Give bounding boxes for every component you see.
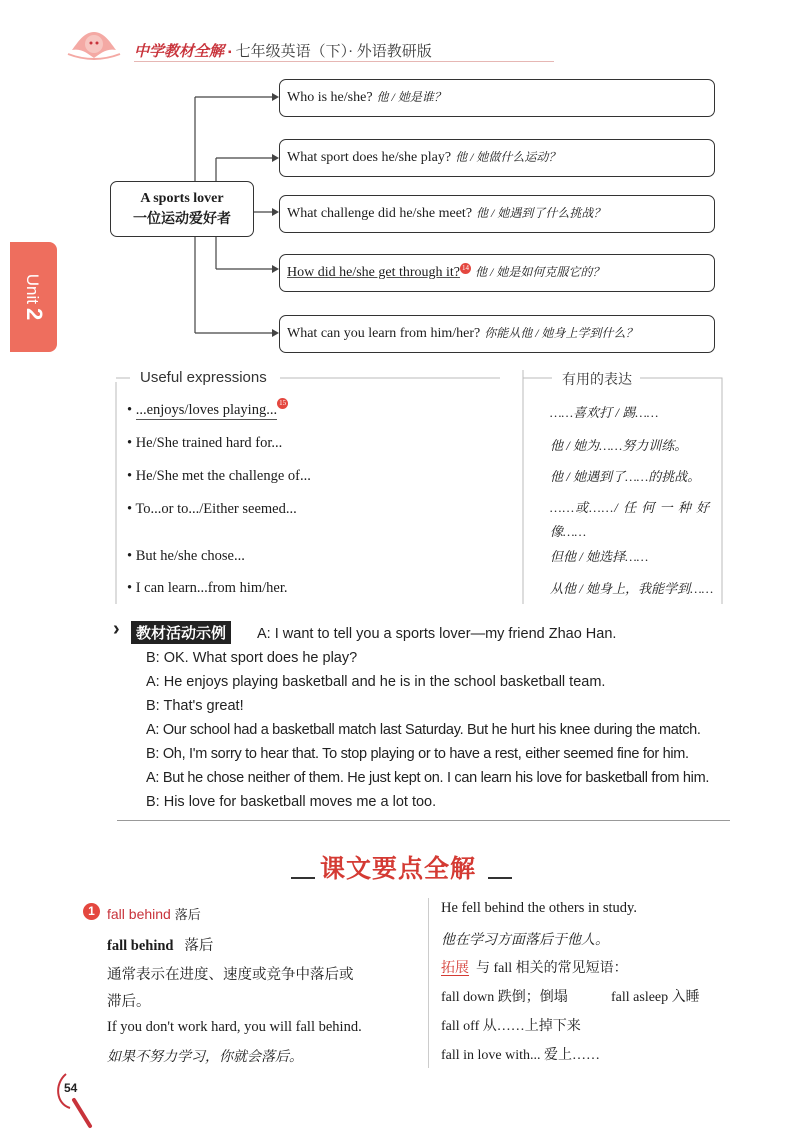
example-zh: 如果不努力学习，你就会落后。	[107, 1050, 303, 1065]
useful-item: • But he/she chose...	[127, 548, 245, 564]
mindmap-question	[279, 254, 715, 292]
column-divider	[428, 898, 429, 1068]
mindmap-center-en: A sports lover	[140, 191, 224, 206]
dialogue-line: B: OK. What sport does he play?	[146, 650, 358, 666]
point-heading-zh: 落后	[174, 907, 201, 922]
point-desc: 滞后。	[107, 994, 151, 1010]
mindmap-question	[279, 79, 715, 117]
useful-item-en: He/She met the challenge of...	[135, 468, 311, 484]
point-term	[107, 934, 213, 955]
phrase: fall in love with... 爱上……	[441, 1048, 601, 1063]
useful-title-zh: 有用的表达	[558, 369, 636, 389]
dialogue-line: A: Our school had a basketball match last Saturday. But he hurt his knee during the match.	[146, 722, 701, 738]
useful-item: • I can learn...from him/her.	[127, 580, 288, 596]
dialogue-line: A: He enjoys playing basketball and he is in the school basketball team.	[146, 674, 606, 690]
note-badge: 14	[462, 264, 470, 272]
useful-item-zh: 但他 / 她选择……	[550, 549, 649, 564]
useful-item: • He/She trained hard for...	[127, 435, 283, 451]
section-title-rule-left	[291, 877, 315, 879]
extension-label: 拓展	[441, 959, 469, 975]
dialogue-line: A: But he chose neither of them. He just kept on. I can learn his love for basketball from him.	[146, 770, 710, 786]
useful-item-zh: ……喜欢打 / 踢……	[550, 405, 659, 420]
chevron-right-icon: ›	[113, 618, 120, 640]
useful-item-zh: 从他 / 她身上，我能学到……	[550, 581, 714, 596]
point-heading	[107, 904, 201, 923]
extension-text: 与 fall 相关的常见短语：	[476, 961, 628, 976]
question-zh: 他 / 她做什么运动？	[455, 150, 561, 164]
point-number: 1	[83, 903, 100, 920]
phrase: fall off 从……上掉下来	[441, 1019, 581, 1034]
useful-item-en: He/She trained hard for...	[135, 435, 283, 451]
example-en: If you don't work hard, you will fall behind.	[107, 1019, 362, 1035]
mindmap-question	[279, 195, 715, 233]
header-subtitle: 七年级英语（下）· 外语教研版	[235, 44, 432, 60]
example-en: He fell behind the others in study.	[441, 900, 637, 916]
useful-item-zh: 他 / 她为……努力训练。	[550, 438, 688, 453]
question-en: What sport does he/she play?	[287, 150, 452, 165]
question-zh: 你能从他 / 她身上学到什么？	[484, 326, 638, 340]
useful-item-en: To...or to.../Either seemed...	[135, 501, 297, 517]
mindmap-question	[279, 139, 715, 177]
section-title: 课文要点全解	[320, 854, 477, 883]
page-number: 54	[64, 1081, 78, 1095]
question-zh: 他 / 她遇到了什么挑战？	[476, 206, 606, 220]
example-zh: 他在学习方面落后于他人。	[441, 933, 609, 948]
unit-tab-label: Unit	[22, 273, 42, 304]
point-term-zh: 落后	[184, 938, 214, 954]
useful-item-zh: ……或……/ 任 何 一 种 好	[550, 500, 711, 515]
question-en: What challenge did he/she meet?	[287, 206, 473, 221]
mindmap-center-zh: 一位运动爱好者	[133, 212, 231, 227]
phrase: fall down 跌倒；倒塌	[441, 990, 568, 1005]
note-badge: 15	[279, 399, 287, 407]
point-heading-en: fall behind	[107, 906, 171, 922]
useful-item-en: ...enjoys/loves playing...	[135, 402, 278, 418]
question-en: Who is he/she?	[287, 90, 373, 105]
useful-frame	[0, 360, 800, 610]
phrase: fall asleep 入睡	[611, 990, 700, 1005]
question-zh: 他 / 她是谁？	[376, 90, 446, 104]
unit-tab-number: 2	[21, 307, 47, 321]
section-title-rule-right	[488, 877, 512, 879]
useful-item-en: But he/she chose...	[135, 548, 245, 564]
useful-item: • ...enjoys/loves playing... 15	[127, 399, 287, 418]
useful-item: • He/She met the challenge of...	[127, 468, 311, 484]
useful-item-zh: 像……	[550, 524, 587, 539]
extension	[441, 957, 628, 977]
useful-title: Useful expressions	[136, 369, 271, 386]
useful-item: • To...or to.../Either seemed...	[127, 501, 297, 517]
header-brand: 中学教材全解	[134, 44, 225, 60]
dialogue-line: B: Oh, I'm sorry to hear that. To stop playing or to have a rest, either seemed fine for him.	[146, 746, 689, 762]
mindmap-question	[279, 315, 715, 353]
page-number-decoration	[52, 1070, 102, 1130]
dialogue-line: B: That's great!	[146, 698, 244, 714]
divider	[117, 820, 730, 821]
useful-item-zh: 他 / 她遇到了……的挑战。	[550, 469, 701, 484]
dialogue-line: B: His love for basketball moves me a lot too.	[146, 794, 437, 810]
question-en: What can you learn from him/her?	[287, 326, 481, 341]
useful-item-en: I can learn...from him/her.	[135, 580, 288, 596]
dialogue-line: A: I want to tell you a sports lover—my friend Zhao Han.	[257, 626, 617, 642]
mindmap-center	[110, 181, 254, 237]
point-term-en: fall behind	[107, 938, 174, 954]
question-en: How did he/she get through it?	[287, 265, 461, 280]
point-desc: 通常表示在进度、速度或竞争中落后或	[107, 967, 354, 983]
question-zh: 他 / 她是如何克服它的？	[475, 265, 605, 279]
activity-label: 教材活动示例	[131, 621, 231, 644]
header-title: 中学教材全解 ▪ 七年级英语（下）· 外语教研版	[134, 44, 432, 60]
